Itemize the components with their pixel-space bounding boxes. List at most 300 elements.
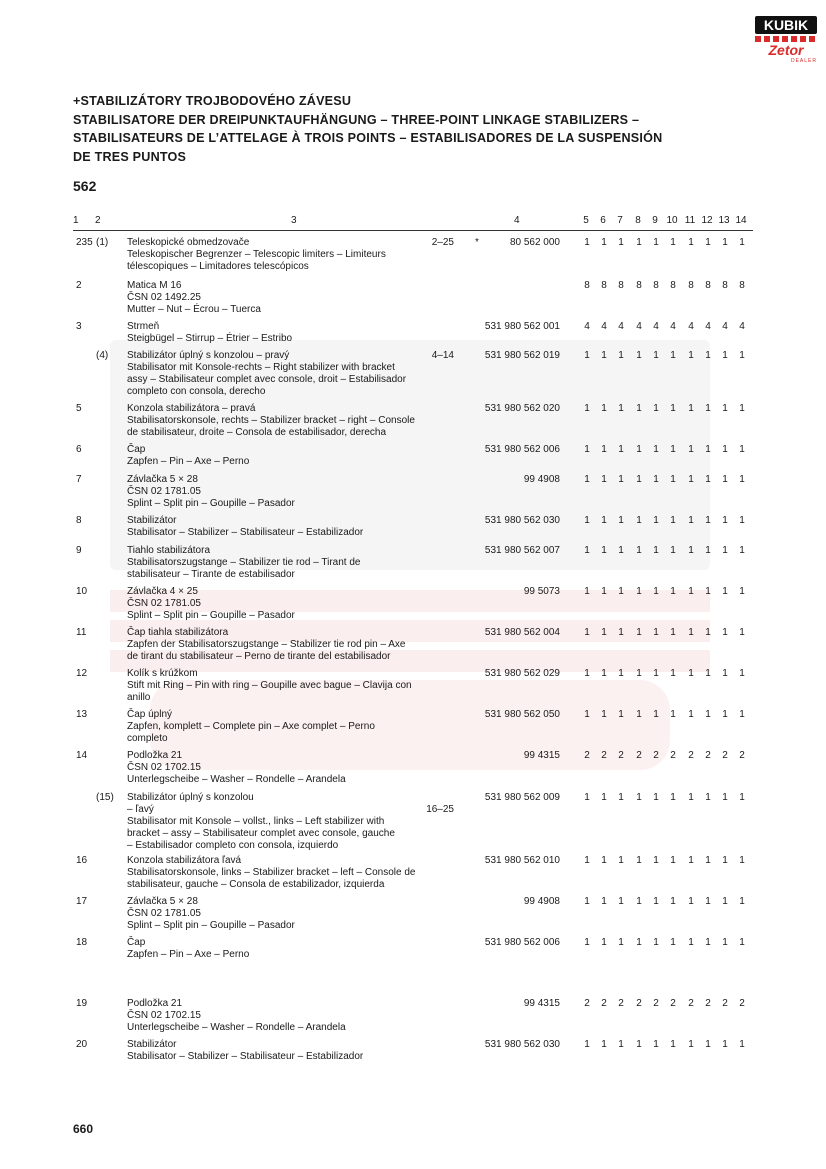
qty-cell: 2: [584, 998, 590, 1009]
qty-cell: 1: [653, 792, 659, 803]
qty-cell: 1: [739, 444, 745, 455]
part-number: 531 980 562 019: [484, 350, 560, 361]
header-rule: [73, 230, 753, 231]
qty-cell: 1: [688, 350, 694, 361]
qty-cell: 4: [618, 321, 624, 332]
qty-cell: 1: [670, 545, 676, 556]
col-header-qty: 10: [666, 215, 678, 226]
qty-cell: 1: [670, 474, 676, 485]
row-position: 2: [76, 280, 82, 291]
qty-cell: 1: [688, 586, 694, 597]
row-description: [127, 444, 467, 468]
row-description: [127, 1039, 467, 1063]
qty-cell: 1: [636, 350, 642, 361]
qty-cell: 1: [636, 515, 642, 526]
qty-cell: 2: [636, 750, 642, 761]
qty-cell: 1: [739, 474, 745, 485]
qty-cell: 1: [670, 350, 676, 361]
description-line: Čap úplný: [127, 709, 173, 720]
qty-cell: 4: [705, 321, 711, 332]
qty-cell: 1: [705, 1039, 711, 1050]
qty-cell: 1: [653, 403, 659, 414]
description-line: Mutter – Nut – Écrou – Tuerca: [127, 304, 261, 315]
qty-cell: 4: [601, 321, 607, 332]
qty-cell: 2: [705, 750, 711, 761]
qty-cell: 4: [670, 321, 676, 332]
row-description: [127, 474, 467, 510]
qty-cell: 1: [670, 444, 676, 455]
row-position: 19: [76, 998, 88, 1009]
qty-cell: 1: [618, 627, 624, 638]
description-line: Zapfen – Pin – Axe – Perno: [127, 456, 250, 467]
row-position: 3: [76, 321, 82, 332]
qty-cell: 1: [739, 1039, 745, 1050]
description-line: Čap: [127, 444, 146, 455]
qty-cell: 1: [705, 855, 711, 866]
qty-cell: 1: [722, 350, 728, 361]
row-description: [127, 280, 467, 316]
qty-cell: 1: [739, 792, 745, 803]
part-number: 531 980 562 029: [484, 668, 560, 679]
qty-cell: 1: [618, 1039, 624, 1050]
qty-cell: 1: [670, 403, 676, 414]
page-number: 660: [73, 1122, 94, 1136]
logo-zetor: Zetor: [768, 42, 804, 58]
qty-cell: 1: [722, 515, 728, 526]
qty-cell: 1: [688, 1039, 694, 1050]
qty-cell: 1: [688, 444, 694, 455]
qty-cell: 1: [584, 668, 590, 679]
description-line: Teleskopické obmedzovače: [127, 237, 250, 248]
qty-cell: 1: [722, 444, 728, 455]
col-header-1: 1: [73, 215, 79, 226]
qty-cell: 1: [584, 237, 590, 248]
qty-cell: 1: [636, 474, 642, 485]
row-description: [127, 937, 467, 961]
qty-cell: 1: [636, 668, 642, 679]
qty-cell: 1: [722, 1039, 728, 1050]
qty-cell: 1: [705, 627, 711, 638]
qty-cell: 1: [601, 855, 607, 866]
row-position: 8: [76, 515, 82, 526]
qty-cell: 1: [653, 668, 659, 679]
qty-cell: 1: [705, 792, 711, 803]
row-reference: (4): [96, 350, 109, 361]
description-line: Kolík s krúžkom: [127, 668, 198, 679]
qty-cell: 1: [722, 403, 728, 414]
row-position: 9: [76, 545, 82, 556]
row-position: 14: [76, 750, 88, 761]
row-range: 2–25: [431, 237, 454, 248]
description-line: Stabilizátor: [127, 1039, 177, 1050]
qty-cell: 1: [601, 237, 607, 248]
qty-cell: 8: [739, 280, 745, 291]
qty-cell: 8: [584, 280, 590, 291]
qty-cell: 1: [722, 668, 728, 679]
qty-cell: 1: [670, 709, 676, 720]
qty-cell: 1: [688, 668, 694, 679]
qty-cell: 1: [653, 444, 659, 455]
description-line: Stabilisator – Stabilizer – Stabilisateur – Estabilizador: [127, 527, 364, 538]
description-line: Strmeň: [127, 321, 160, 332]
qty-cell: 1: [739, 855, 745, 866]
qty-cell: 1: [705, 896, 711, 907]
qty-cell: 1: [584, 474, 590, 485]
qty-cell: 1: [739, 627, 745, 638]
qty-cell: 1: [636, 855, 642, 866]
qty-cell: 1: [618, 668, 624, 679]
row-position: 12: [76, 668, 88, 679]
row-position: 5: [76, 403, 82, 414]
qty-cell: 1: [601, 1039, 607, 1050]
part-number: 531 980 562 009: [484, 792, 560, 803]
qty-cell: 1: [601, 515, 607, 526]
qty-cell: 1: [636, 403, 642, 414]
description-line: stabilisateur, gauche – Consola de estabilizador, izquierda: [127, 879, 385, 890]
description-line: Matica M 16: [127, 280, 182, 291]
row-description: [127, 709, 467, 745]
qty-cell: 1: [688, 709, 694, 720]
qty-cell: 1: [584, 937, 590, 948]
description-line: Podložka 21: [127, 998, 183, 1009]
description-line: Konzola stabilizátora – pravá: [127, 403, 256, 414]
qty-cell: 1: [722, 237, 728, 248]
qty-cell: 1: [584, 627, 590, 638]
qty-cell: 1: [636, 1039, 642, 1050]
col-header-qty: 8: [635, 215, 641, 226]
row-description: [127, 545, 467, 581]
row-description: [127, 403, 467, 439]
qty-cell: 1: [653, 896, 659, 907]
col-header-qty: 7: [617, 215, 623, 226]
qty-cell: 1: [584, 586, 590, 597]
description-line: Zapfen – Pin – Axe – Perno: [127, 949, 250, 960]
qty-cell: 1: [688, 545, 694, 556]
description-line: Čap tiahla stabilizátora: [127, 627, 229, 638]
col-header-qty: 14: [735, 215, 747, 226]
col-header-qty: 5: [583, 215, 589, 226]
description-line: Unterlegscheibe – Washer – Rondelle – Arandela: [127, 774, 346, 785]
row-position: 17: [76, 896, 88, 907]
col-header-2: 2: [95, 215, 101, 226]
description-line: ČSN 02 1702.15: [127, 762, 201, 773]
qty-cell: 1: [739, 237, 745, 248]
row-position: 20: [76, 1039, 88, 1050]
qty-cell: 4: [636, 321, 642, 332]
qty-cell: 1: [636, 937, 642, 948]
description-line: Splint – Split pin – Goupille – Pasador: [127, 920, 295, 931]
qty-cell: 1: [739, 403, 745, 414]
qty-cell: 2: [601, 750, 607, 761]
qty-cell: 2: [601, 998, 607, 1009]
section-title: [73, 92, 753, 166]
qty-cell: 1: [705, 545, 711, 556]
row-description: [127, 998, 467, 1034]
description-line: Tiahlo stabilizátora: [127, 545, 211, 556]
qty-cell: 4: [722, 321, 728, 332]
qty-cell: 1: [653, 709, 659, 720]
row-description: [127, 750, 467, 786]
qty-cell: 1: [739, 545, 745, 556]
qty-cell: 1: [618, 792, 624, 803]
row-position: 16: [76, 855, 88, 866]
qty-cell: 1: [618, 515, 624, 526]
part-number: 531 980 562 006: [484, 444, 560, 455]
description-line: Závlačka 4 × 25: [127, 586, 198, 597]
part-number: 99 5073: [523, 586, 560, 597]
description-line: Steigbügel – Stirrup – Étrier – Estribo: [127, 333, 293, 344]
part-number: 531 980 562 030: [484, 1039, 560, 1050]
description-line: Stabilizátor: [127, 515, 177, 526]
part-number: 531 980 562 006: [484, 937, 560, 948]
qty-cell: 1: [670, 1039, 676, 1050]
qty-cell: 2: [705, 998, 711, 1009]
qty-cell: 1: [601, 444, 607, 455]
row-range: 16–25: [426, 804, 454, 815]
qty-cell: 1: [618, 444, 624, 455]
row-position: 7: [76, 474, 82, 485]
qty-cell: 1: [601, 403, 607, 414]
description-line: anillo: [127, 692, 151, 703]
qty-cell: 1: [739, 350, 745, 361]
title-line: DE TRES PUNTOS: [73, 149, 187, 164]
description-line: Stabilisator – Stabilizer – Stabilisateur – Estabilizador: [127, 1051, 364, 1062]
part-number: 531 980 562 050: [484, 709, 560, 720]
description-line: Stabilisatorszugstange – Stabilizer tie rod – Tirant de: [127, 557, 361, 568]
part-number: 99 4908: [523, 474, 560, 485]
qty-cell: 1: [653, 350, 659, 361]
group-number: 562: [73, 178, 97, 194]
description-line: assy – Stabilisateur complet avec console, droit – Estabilisador: [127, 374, 407, 385]
row-description: [127, 792, 467, 852]
description-line: stabilisateur – Tirante de estabilisador: [127, 569, 295, 580]
description-line: Čap: [127, 937, 146, 948]
qty-cell: 1: [584, 709, 590, 720]
qty-cell: 8: [618, 280, 624, 291]
description-line: completo: [127, 733, 168, 744]
qty-cell: 1: [722, 474, 728, 485]
description-line: Stabilisatorskonsole, rechts – Stabilizer bracket – right – Console: [127, 415, 415, 426]
qty-cell: 1: [601, 474, 607, 485]
qty-cell: 1: [584, 1039, 590, 1050]
description-line: Splint – Split pin – Goupille – Pasador: [127, 610, 295, 621]
qty-cell: 1: [722, 586, 728, 597]
qty-cell: 1: [618, 237, 624, 248]
qty-cell: 2: [636, 998, 642, 1009]
description-line: Unterlegscheibe – Washer – Rondelle – Arandela: [127, 1022, 346, 1033]
qty-cell: 1: [722, 545, 728, 556]
description-line: Stift mit Ring – Pin with ring – Goupille avec bague – Clavija con: [127, 680, 412, 691]
qty-cell: 4: [584, 321, 590, 332]
description-line: Zapfen der Stabilisatorszugstange – Stabilizer tie rod pin – Axe: [127, 639, 406, 650]
col-header-3: 3: [291, 215, 297, 226]
qty-cell: 1: [739, 668, 745, 679]
qty-cell: 8: [722, 280, 728, 291]
qty-cell: 1: [670, 937, 676, 948]
row-star: *: [475, 237, 479, 248]
description-line: – ľavý: [127, 804, 154, 815]
qty-cell: 1: [739, 709, 745, 720]
qty-cell: 1: [584, 444, 590, 455]
qty-cell: 1: [653, 474, 659, 485]
qty-cell: 1: [584, 350, 590, 361]
row-description: [127, 586, 467, 622]
qty-cell: 1: [688, 937, 694, 948]
qty-cell: 1: [705, 403, 711, 414]
qty-cell: 1: [739, 896, 745, 907]
row-position: 13: [76, 709, 88, 720]
qty-cell: 1: [618, 350, 624, 361]
qty-cell: 1: [670, 896, 676, 907]
qty-cell: 1: [653, 586, 659, 597]
qty-cell: 1: [688, 627, 694, 638]
qty-cell: 1: [653, 855, 659, 866]
col-header-qty: 13: [718, 215, 730, 226]
description-line: Splint – Split pin – Goupille – Pasador: [127, 498, 295, 509]
qty-cell: 2: [688, 750, 694, 761]
title-line: STABILISATORE DER DREIPUNKTAUFHÄNGUNG – THREE-POINT LINKAGE STABILIZERS –: [73, 112, 640, 127]
logo-kubik: KUBIK: [755, 16, 817, 34]
qty-cell: 1: [653, 237, 659, 248]
qty-cell: 4: [688, 321, 694, 332]
qty-cell: 1: [739, 937, 745, 948]
qty-cell: 1: [584, 855, 590, 866]
qty-cell: 1: [705, 515, 711, 526]
row-reference: (15): [96, 792, 114, 803]
qty-cell: 1: [584, 792, 590, 803]
description-line: Podložka 21: [127, 750, 183, 761]
qty-cell: 1: [636, 709, 642, 720]
qty-cell: 1: [636, 444, 642, 455]
part-number: 531 980 562 004: [484, 627, 560, 638]
qty-cell: 8: [670, 280, 676, 291]
qty-cell: 1: [636, 545, 642, 556]
qty-cell: 8: [601, 280, 607, 291]
col-header-qty: 6: [600, 215, 606, 226]
description-line: Konzola stabilizátora ľavá: [127, 855, 242, 866]
qty-cell: 1: [705, 709, 711, 720]
description-line: Závlačka 5 × 28: [127, 474, 198, 485]
qty-cell: 1: [705, 444, 711, 455]
part-number: 531 980 562 020: [484, 403, 560, 414]
qty-cell: 1: [670, 627, 676, 638]
description-line: ČSN 02 1492.25: [127, 292, 201, 303]
qty-cell: 1: [601, 627, 607, 638]
row-position: 11: [76, 627, 87, 638]
qty-cell: 1: [705, 586, 711, 597]
qty-cell: 1: [688, 515, 694, 526]
row-range: 4–14: [431, 350, 454, 361]
col-header-qty: 12: [701, 215, 713, 226]
description-line: Stabilisatorskonsole, links – Stabilizer bracket – left – Console de: [127, 867, 416, 878]
qty-cell: 1: [618, 586, 624, 597]
description-line: bracket – assy – Stabilisateur complet avec console, gauche: [127, 828, 395, 839]
qty-cell: 1: [739, 586, 745, 597]
qty-cell: 1: [653, 1039, 659, 1050]
qty-cell: 2: [670, 998, 676, 1009]
qty-cell: 1: [636, 237, 642, 248]
qty-cell: 1: [601, 792, 607, 803]
qty-cell: 1: [618, 545, 624, 556]
description-line: Stabilizátor úplný s konzolou: [127, 792, 254, 803]
qty-cell: 1: [618, 709, 624, 720]
brand-logo: [755, 16, 817, 68]
qty-cell: 1: [705, 668, 711, 679]
row-description: [127, 855, 467, 891]
qty-cell: 1: [636, 896, 642, 907]
qty-cell: 1: [601, 896, 607, 907]
qty-cell: 1: [601, 709, 607, 720]
qty-cell: 1: [636, 627, 642, 638]
qty-cell: 1: [636, 792, 642, 803]
qty-cell: 1: [670, 586, 676, 597]
qty-cell: 1: [722, 855, 728, 866]
qty-cell: 2: [584, 750, 590, 761]
row-description: [127, 896, 467, 932]
description-line: ČSN 02 1781.05: [127, 598, 201, 609]
description-line: Teleskopischer Begrenzer – Telescopic limiters – Limiteurs: [127, 249, 386, 260]
qty-cell: 2: [670, 750, 676, 761]
qty-cell: 1: [670, 855, 676, 866]
description-line: ČSN 02 1781.05: [127, 908, 201, 919]
title-line: +STABILIZÁTORY TROJBODOVÉHO ZÁVESU: [73, 94, 352, 108]
row-reference: (1): [96, 237, 109, 248]
part-number: 531 980 562 010: [484, 855, 560, 866]
qty-cell: 2: [722, 998, 728, 1009]
qty-cell: 1: [584, 515, 590, 526]
qty-cell: 2: [653, 998, 659, 1009]
row-position: 18: [76, 937, 88, 948]
qty-cell: 4: [739, 321, 745, 332]
qty-cell: 2: [688, 998, 694, 1009]
row-description: [127, 668, 467, 704]
qty-cell: 1: [584, 403, 590, 414]
qty-cell: 1: [688, 474, 694, 485]
qty-cell: 1: [618, 937, 624, 948]
qty-cell: 1: [653, 937, 659, 948]
qty-cell: 1: [601, 350, 607, 361]
row-position: 10: [76, 586, 88, 597]
col-header-4: 4: [514, 215, 520, 226]
description-line: ČSN 02 1781.05: [127, 486, 201, 497]
qty-cell: 1: [722, 627, 728, 638]
part-number: 99 4315: [523, 998, 560, 1009]
part-number: 531 980 562 030: [484, 515, 560, 526]
qty-cell: 1: [688, 237, 694, 248]
qty-cell: 1: [601, 586, 607, 597]
qty-cell: 8: [688, 280, 694, 291]
description-line: de tirant du stabilisateur – Perno de tirante del estabilisador: [127, 651, 391, 662]
qty-cell: 2: [739, 998, 745, 1009]
description-line: ČSN 02 1702.15: [127, 1010, 201, 1021]
part-number: 99 4908: [523, 896, 560, 907]
qty-cell: 1: [670, 792, 676, 803]
qty-cell: 1: [618, 474, 624, 485]
description-line: de stabilisateur, droite – Consola de estabilisador, derecha: [127, 427, 387, 438]
part-number: 531 980 562 007: [484, 545, 560, 556]
qty-cell: 2: [618, 750, 624, 761]
qty-cell: 1: [705, 237, 711, 248]
row-position: 6: [76, 444, 82, 455]
logo-dealer: DEALER: [790, 58, 817, 64]
qty-cell: 1: [601, 937, 607, 948]
qty-cell: 8: [636, 280, 642, 291]
qty-cell: 1: [705, 937, 711, 948]
qty-cell: 1: [688, 855, 694, 866]
qty-cell: 1: [653, 545, 659, 556]
qty-cell: 1: [584, 545, 590, 556]
row-position: 235: [76, 237, 93, 248]
